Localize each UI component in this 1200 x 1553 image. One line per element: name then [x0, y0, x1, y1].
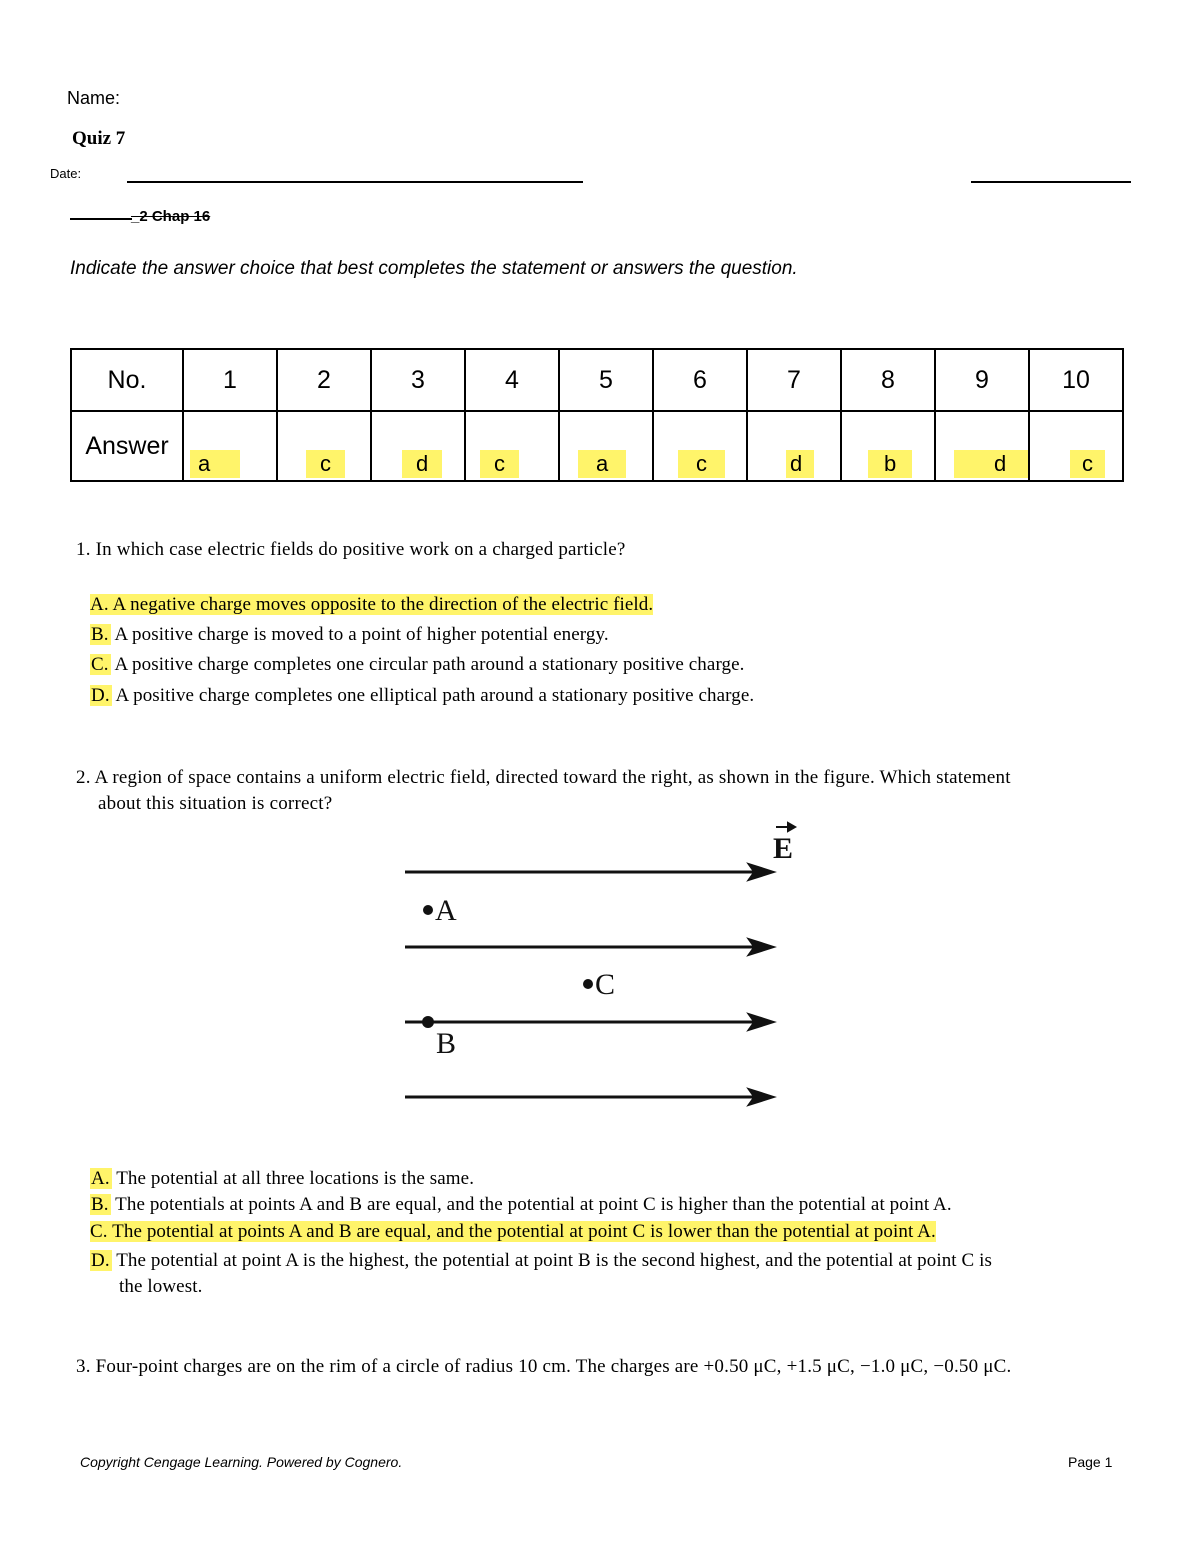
table-number: 4 [465, 349, 559, 411]
answer-value: c [1070, 450, 1105, 478]
point-c-dot [583, 979, 593, 989]
option-letter: C. [90, 1221, 108, 1242]
option-letter: D. [91, 685, 110, 706]
question-2-option-d-line2: the lowest. [119, 1276, 203, 1297]
point-a-label: A [435, 894, 457, 927]
option-text: A positive charge completes one elliptical path around a stationary positive charge. [115, 685, 755, 706]
table-header-no: No. [71, 349, 183, 411]
point-a-dot [423, 905, 433, 915]
option-text: The potential at point A is the highest, the potential at point B is the second highest, and the potential at point C is [116, 1250, 993, 1271]
question-2-option-b [90, 1194, 952, 1216]
option-letter: A. [90, 594, 109, 615]
answer-cell [277, 411, 371, 481]
option-letter: D. [91, 1250, 110, 1271]
point-b-label: B [436, 1027, 457, 1060]
question-1-option-b [90, 624, 609, 646]
answer-value: c [480, 450, 519, 478]
answer-value: d [954, 450, 1028, 478]
field-arrowhead [750, 940, 772, 954]
table-number: 3 [371, 349, 465, 411]
option-letter: C. [91, 654, 109, 675]
answer-cell [559, 411, 653, 481]
vector-arrow-icon [776, 823, 795, 831]
option-text: A negative charge moves opposite to the direction of the electric field. [112, 594, 654, 615]
field-label: E [773, 832, 794, 865]
table-header-answer: Answer [71, 411, 183, 481]
field-arrowhead [750, 865, 772, 879]
answer-cell [653, 411, 747, 481]
table-number: 1 [183, 349, 277, 411]
table-number: 9 [935, 349, 1029, 411]
option-text: A positive charge is moved to a point of higher potential energy. [114, 624, 609, 645]
instructions: Indicate the answer choice that best completes the statement or answers the question. [70, 258, 798, 279]
option-letter: A. [91, 1168, 110, 1189]
date-line [127, 181, 583, 183]
footer-page-number: Page 1 [1068, 1454, 1113, 1470]
option-text: The potential at all three locations is the same. [116, 1168, 475, 1189]
field-arrowhead [750, 1015, 772, 1029]
option-text: The potentials at points A and B are equal, and the potential at point C is higher than the potential at point A. [115, 1194, 952, 1215]
footer-copyright: Copyright Cengage Learning. Powered by Cognero. [80, 1454, 403, 1470]
table-number: 7 [747, 349, 841, 411]
score-line [971, 181, 1131, 183]
electric-field-figure [395, 815, 815, 1115]
point-c-label: C [595, 968, 616, 1001]
section-line [70, 218, 132, 220]
option-letter: B. [91, 1194, 109, 1215]
question-2-option-d [90, 1250, 992, 1272]
table-number: 8 [841, 349, 935, 411]
question-2-option-a [90, 1168, 474, 1190]
section-label: _2 Chap 16 [131, 208, 211, 225]
table-number: 6 [653, 349, 747, 411]
answer-cell [935, 411, 1029, 481]
answer-cell [465, 411, 559, 481]
answer-value: a [190, 450, 240, 478]
table-number: 10 [1029, 349, 1123, 411]
answer-cell [371, 411, 465, 481]
answer-value: c [306, 450, 345, 478]
option-text: A positive charge completes one circular path around a stationary positive charge. [114, 654, 745, 675]
point-b-dot [422, 1016, 434, 1028]
answer-value: b [868, 450, 912, 478]
question-1-option-d [90, 685, 754, 707]
question-1-text: 1. In which case electric fields do positive work on a charged particle? [76, 539, 626, 560]
question-2-text-line1: 2. A region of space contains a uniform electric field, directed toward the right, as shown in the figure. Which statement [76, 767, 1011, 788]
answer-value: d [786, 450, 814, 478]
option-letter: B. [91, 624, 109, 645]
question-1-option-c [90, 654, 745, 676]
name-label: Name: [67, 88, 121, 108]
answer-value: a [578, 450, 626, 478]
question-2-option-c [90, 1221, 936, 1243]
field-arrowhead [750, 1090, 772, 1104]
option-text: The potential at points A and B are equal, and the potential at point C is lower than the potential at point A. [112, 1221, 936, 1242]
answer-table [70, 348, 1124, 482]
question-3-text: 3. Four-point charges are on the rim of a circle of radius 10 cm. The charges are +0.50 μC, +1.5 μC, −1.0 μC, −0.50 μC. [76, 1356, 1012, 1377]
answer-cell [1029, 411, 1123, 481]
date-label: Date: [50, 166, 82, 181]
table-number: 2 [277, 349, 371, 411]
answer-value: d [402, 450, 442, 478]
answer-cell [747, 411, 841, 481]
answer-cell [841, 411, 935, 481]
answer-value: c [678, 450, 725, 478]
quiz-title: Quiz 7 [72, 128, 126, 149]
answer-cell [183, 411, 277, 481]
table-number: 5 [559, 349, 653, 411]
question-1-option-a [90, 594, 653, 616]
question-2-text-line2: about this situation is correct? [98, 793, 333, 814]
